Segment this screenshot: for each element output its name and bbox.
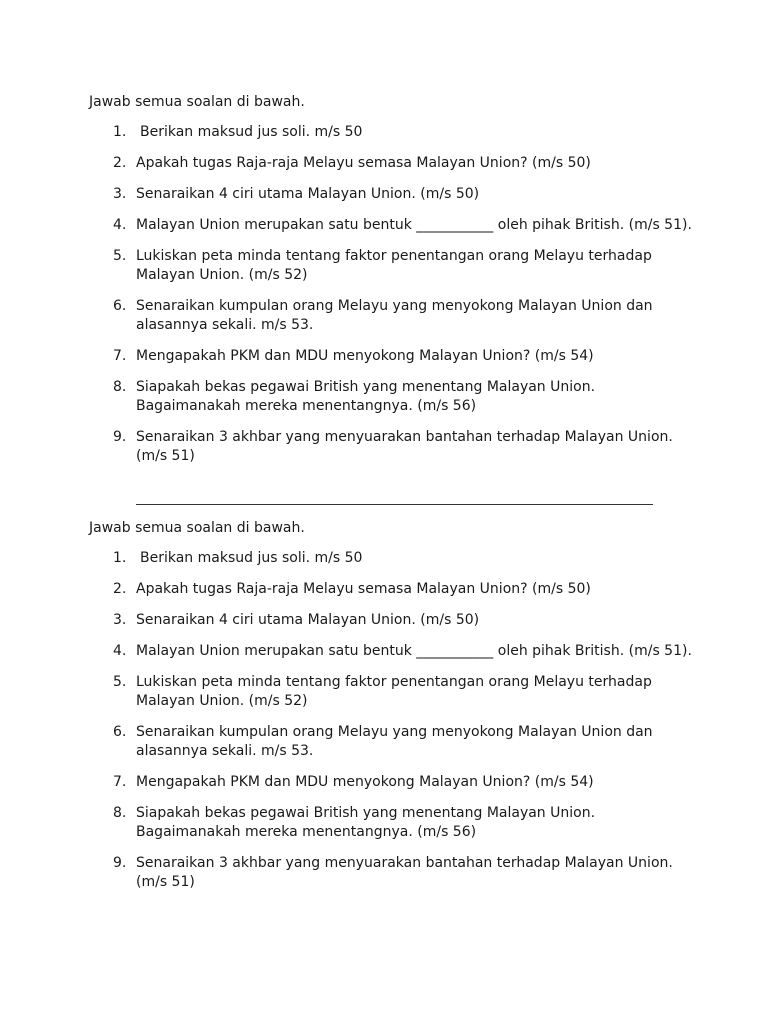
question-text: Berikan maksud jus soli. m/s 50: [140, 124, 363, 140]
question-text: Senaraikan kumpulan orang Melayu yang menyokong Malayan Union dan: [136, 298, 653, 314]
question-text-continued: Malayan Union. (m/s 52): [136, 267, 308, 283]
question-number: 7.: [113, 774, 127, 790]
question-list: [0, 549, 768, 904]
instruction-text: Jawab semua soalan di bawah.: [89, 520, 305, 536]
question-text: Senaraikan 4 ciri utama Malayan Union. (m/s 50): [136, 612, 480, 628]
question-number: 6.: [113, 724, 127, 740]
question-item: [0, 216, 696, 235]
question-text: Senaraikan 3 akhbar yang menyuarakan bantahan terhadap Malayan Union.: [136, 429, 673, 445]
question-number: 7.: [113, 348, 127, 364]
question-text: Senaraikan 4 ciri utama Malayan Union. (m/s 50): [136, 186, 480, 202]
question-item: [0, 154, 696, 173]
question-number: 2.: [113, 155, 127, 171]
question-number: 5.: [113, 248, 127, 264]
question-item: [0, 347, 696, 366]
question-number: 8.: [113, 805, 127, 821]
question-text: Malayan Union merupakan satu bentuk ___________ oleh pihak British. (m/s 51).: [136, 217, 692, 233]
question-text: Mengapakah PKM dan MDU menyokong Malayan Union? (m/s 54): [136, 348, 594, 364]
question-text-continued: Malayan Union. (m/s 52): [136, 693, 308, 709]
question-item: [0, 297, 696, 335]
question-number: 5.: [113, 674, 127, 690]
question-text-continued: Bagaimanakah mereka menentangnya. (m/s 56): [136, 824, 477, 840]
question-item: [0, 378, 696, 416]
question-text: Malayan Union merupakan satu bentuk ___________ oleh pihak British. (m/s 51).: [136, 643, 692, 659]
question-number: 3.: [113, 612, 127, 628]
question-number: 9.: [113, 855, 127, 871]
question-item: [0, 428, 696, 466]
question-number: 2.: [113, 581, 127, 597]
question-number: 8.: [113, 379, 127, 395]
question-text-continued: alasannya sekali. m/s 53.: [136, 743, 314, 759]
question-text: Berikan maksud jus soli. m/s 50: [140, 550, 363, 566]
question-text: Apakah tugas Raja-raja Melayu semasa Malayan Union? (m/s 50): [136, 155, 591, 171]
section-divider-line: [136, 504, 653, 505]
question-item: [0, 185, 696, 204]
instruction-text: Jawab semua soalan di bawah.: [89, 94, 305, 110]
question-item: [0, 642, 696, 661]
question-number: 1.: [113, 550, 127, 566]
question-item: [0, 580, 696, 599]
question-text: Senaraikan 3 akhbar yang menyuarakan bantahan terhadap Malayan Union.: [136, 855, 673, 871]
question-item: [0, 611, 696, 630]
question-number: 1.: [113, 124, 127, 140]
question-text: Siapakah bekas pegawai British yang menentang Malayan Union.: [136, 805, 596, 821]
question-text: Senaraikan kumpulan orang Melayu yang menyokong Malayan Union dan: [136, 724, 653, 740]
question-item: [0, 723, 696, 761]
question-list: [0, 123, 768, 478]
question-text-continued: alasannya sekali. m/s 53.: [136, 317, 314, 333]
question-number: 6.: [113, 298, 127, 314]
question-item: [0, 123, 696, 142]
question-text: Apakah tugas Raja-raja Melayu semasa Malayan Union? (m/s 50): [136, 581, 591, 597]
question-number: 9.: [113, 429, 127, 445]
question-item: [0, 854, 696, 892]
question-text: Lukiskan peta minda tentang faktor penentangan orang Melayu terhadap: [136, 248, 652, 264]
question-item: [0, 247, 696, 285]
question-text: Mengapakah PKM dan MDU menyokong Malayan Union? (m/s 54): [136, 774, 594, 790]
question-item: [0, 673, 696, 711]
question-number: 4.: [113, 643, 127, 659]
question-item: [0, 773, 696, 792]
question-text: Lukiskan peta minda tentang faktor penentangan orang Melayu terhadap: [136, 674, 652, 690]
question-text-continued: Bagaimanakah mereka menentangnya. (m/s 56): [136, 398, 477, 414]
question-number: 4.: [113, 217, 127, 233]
question-item: [0, 549, 696, 568]
question-text-continued: (m/s 51): [136, 874, 195, 890]
question-text-continued: (m/s 51): [136, 448, 195, 464]
question-text: Siapakah bekas pegawai British yang menentang Malayan Union.: [136, 379, 596, 395]
question-number: 3.: [113, 186, 127, 202]
question-item: [0, 804, 696, 842]
